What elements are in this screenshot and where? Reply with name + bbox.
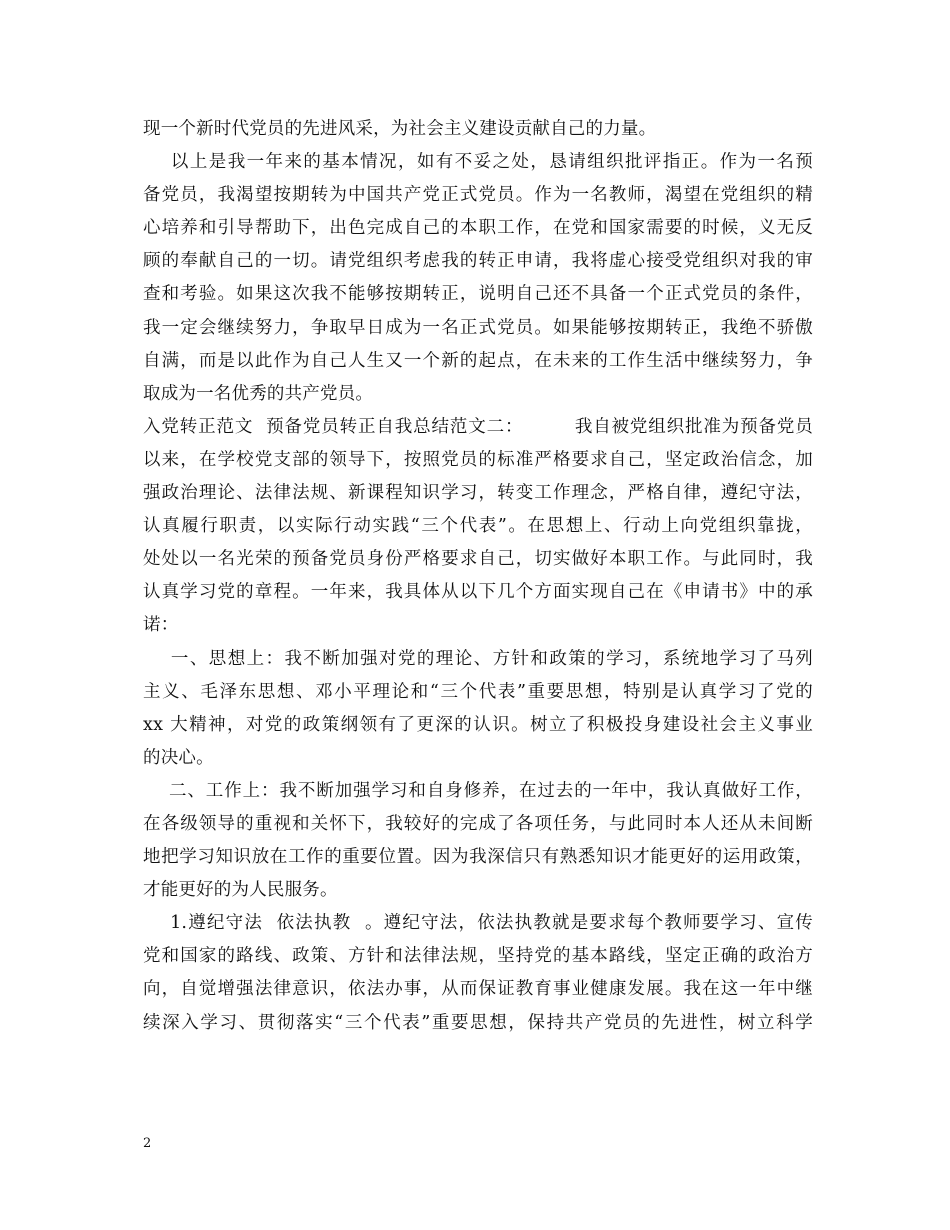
text-line: 地把学习知识放在工作的重要位置。因为我深信只有熟悉知识才能更好的运用政策， — [143, 847, 813, 868]
text-line: 处处以一名光荣的预备党员身份严格要求自己，切实做好本职工作。与此同时，我 — [143, 549, 813, 570]
text-line: 自满，而是以此作为自己人生又一个新的起点，在未来的工作生活中继续努力，争 — [143, 350, 813, 371]
text-line: 备党员，我渴望按期转为中国共产党正式党员。作为一名教师，渴望在党组织的精 — [143, 185, 813, 206]
text-line: 顾的奉献自己的一切。请党组织考虑我的转正申请，我将虚心接受党组织对我的审 — [143, 251, 813, 272]
text-line: 才能更好的为人民服务。 — [143, 880, 338, 901]
text-line: 一、思想上：我不断加强对党的理论、方针和政策的学习，系统地学习了马列 — [143, 648, 813, 669]
text-line: 诺： — [143, 615, 179, 636]
text-line: 二、工作上：我不断加强学习和自身修养，在过去的一年中，我认真做好工作， — [143, 780, 813, 801]
text-line: 我一定会继续努力，争取早日成为一名正式党员。如果能够按期转正，我绝不骄傲 — [143, 317, 813, 338]
text-line: 1.遵纪守法 依法执教 。遵纪守法，依法执教就是要求每个教师要学习、宣传 — [143, 913, 813, 934]
text-line: 认真履行职责，以实际行动实践“三个代表”。在思想上、行动上向党组织靠拢， — [143, 516, 813, 537]
text-line: 在各级领导的重视和关怀下，我较好的完成了各项任务，与此同时本人还从未间断 — [143, 813, 813, 834]
text-line: 查和考验。如果这次我不能够按期转正，说明自己还不具备一个正式党员的条件， — [143, 284, 813, 305]
text-line: 认真学习党的章程。一年来，我具体从以下几个方面实现自己在《申请书》中的承 — [143, 582, 813, 603]
text-line: 心培养和引导帮助下，出色完成自己的本职工作，在党和国家需要的时候，义无反 — [143, 218, 813, 239]
text-line: 现一个新时代党员的先进风采，为社会主义建设贡献自己的力量。 — [143, 119, 657, 139]
text-line: 的决心。 — [143, 747, 214, 768]
text-line: 强政治理论、法律法规、新课程知识学习，转变工作理念，严格自律，遵纪守法， — [143, 483, 813, 504]
text-line: 取成为一名优秀的共产党员。 — [143, 383, 374, 404]
text-line: xx 大精神，对党的政策纲领有了更深的认识。树立了积极投身建设社会主义事业 — [143, 714, 813, 735]
text-line: 主义、毛泽东思想、邓小平理论和“三个代表”重要思想，特别是认真学习了党的 — [143, 681, 813, 702]
text-line: 入党转正范文 预备党员转正自我总结范文二： 我自被党组织批准为预备党员 — [143, 416, 813, 437]
text-line: 以上是我一年来的基本情况，如有不妥之处，恳请组织批评指正。作为一名预 — [143, 152, 813, 173]
text-line: 党和国家的路线、政策、方针和法律法规，坚持党的基本路线，坚定正确的政治方 — [143, 946, 813, 967]
text-line: 以来，在学校党支部的领导下，按照党员的标准严格要求自己，坚定政治信念，加 — [143, 449, 813, 470]
body-text — [143, 113, 813, 1040]
text-line: 续深入学习、贯彻落实“三个代表”重要思想，保持共产党员的先进性，树立科学 — [143, 1012, 813, 1033]
text-line: 向，自觉增强法律意识，依法办事，从而保证教育事业健康发展。我在这一年中继 — [143, 979, 813, 1000]
page-number: 2 — [143, 1136, 152, 1151]
